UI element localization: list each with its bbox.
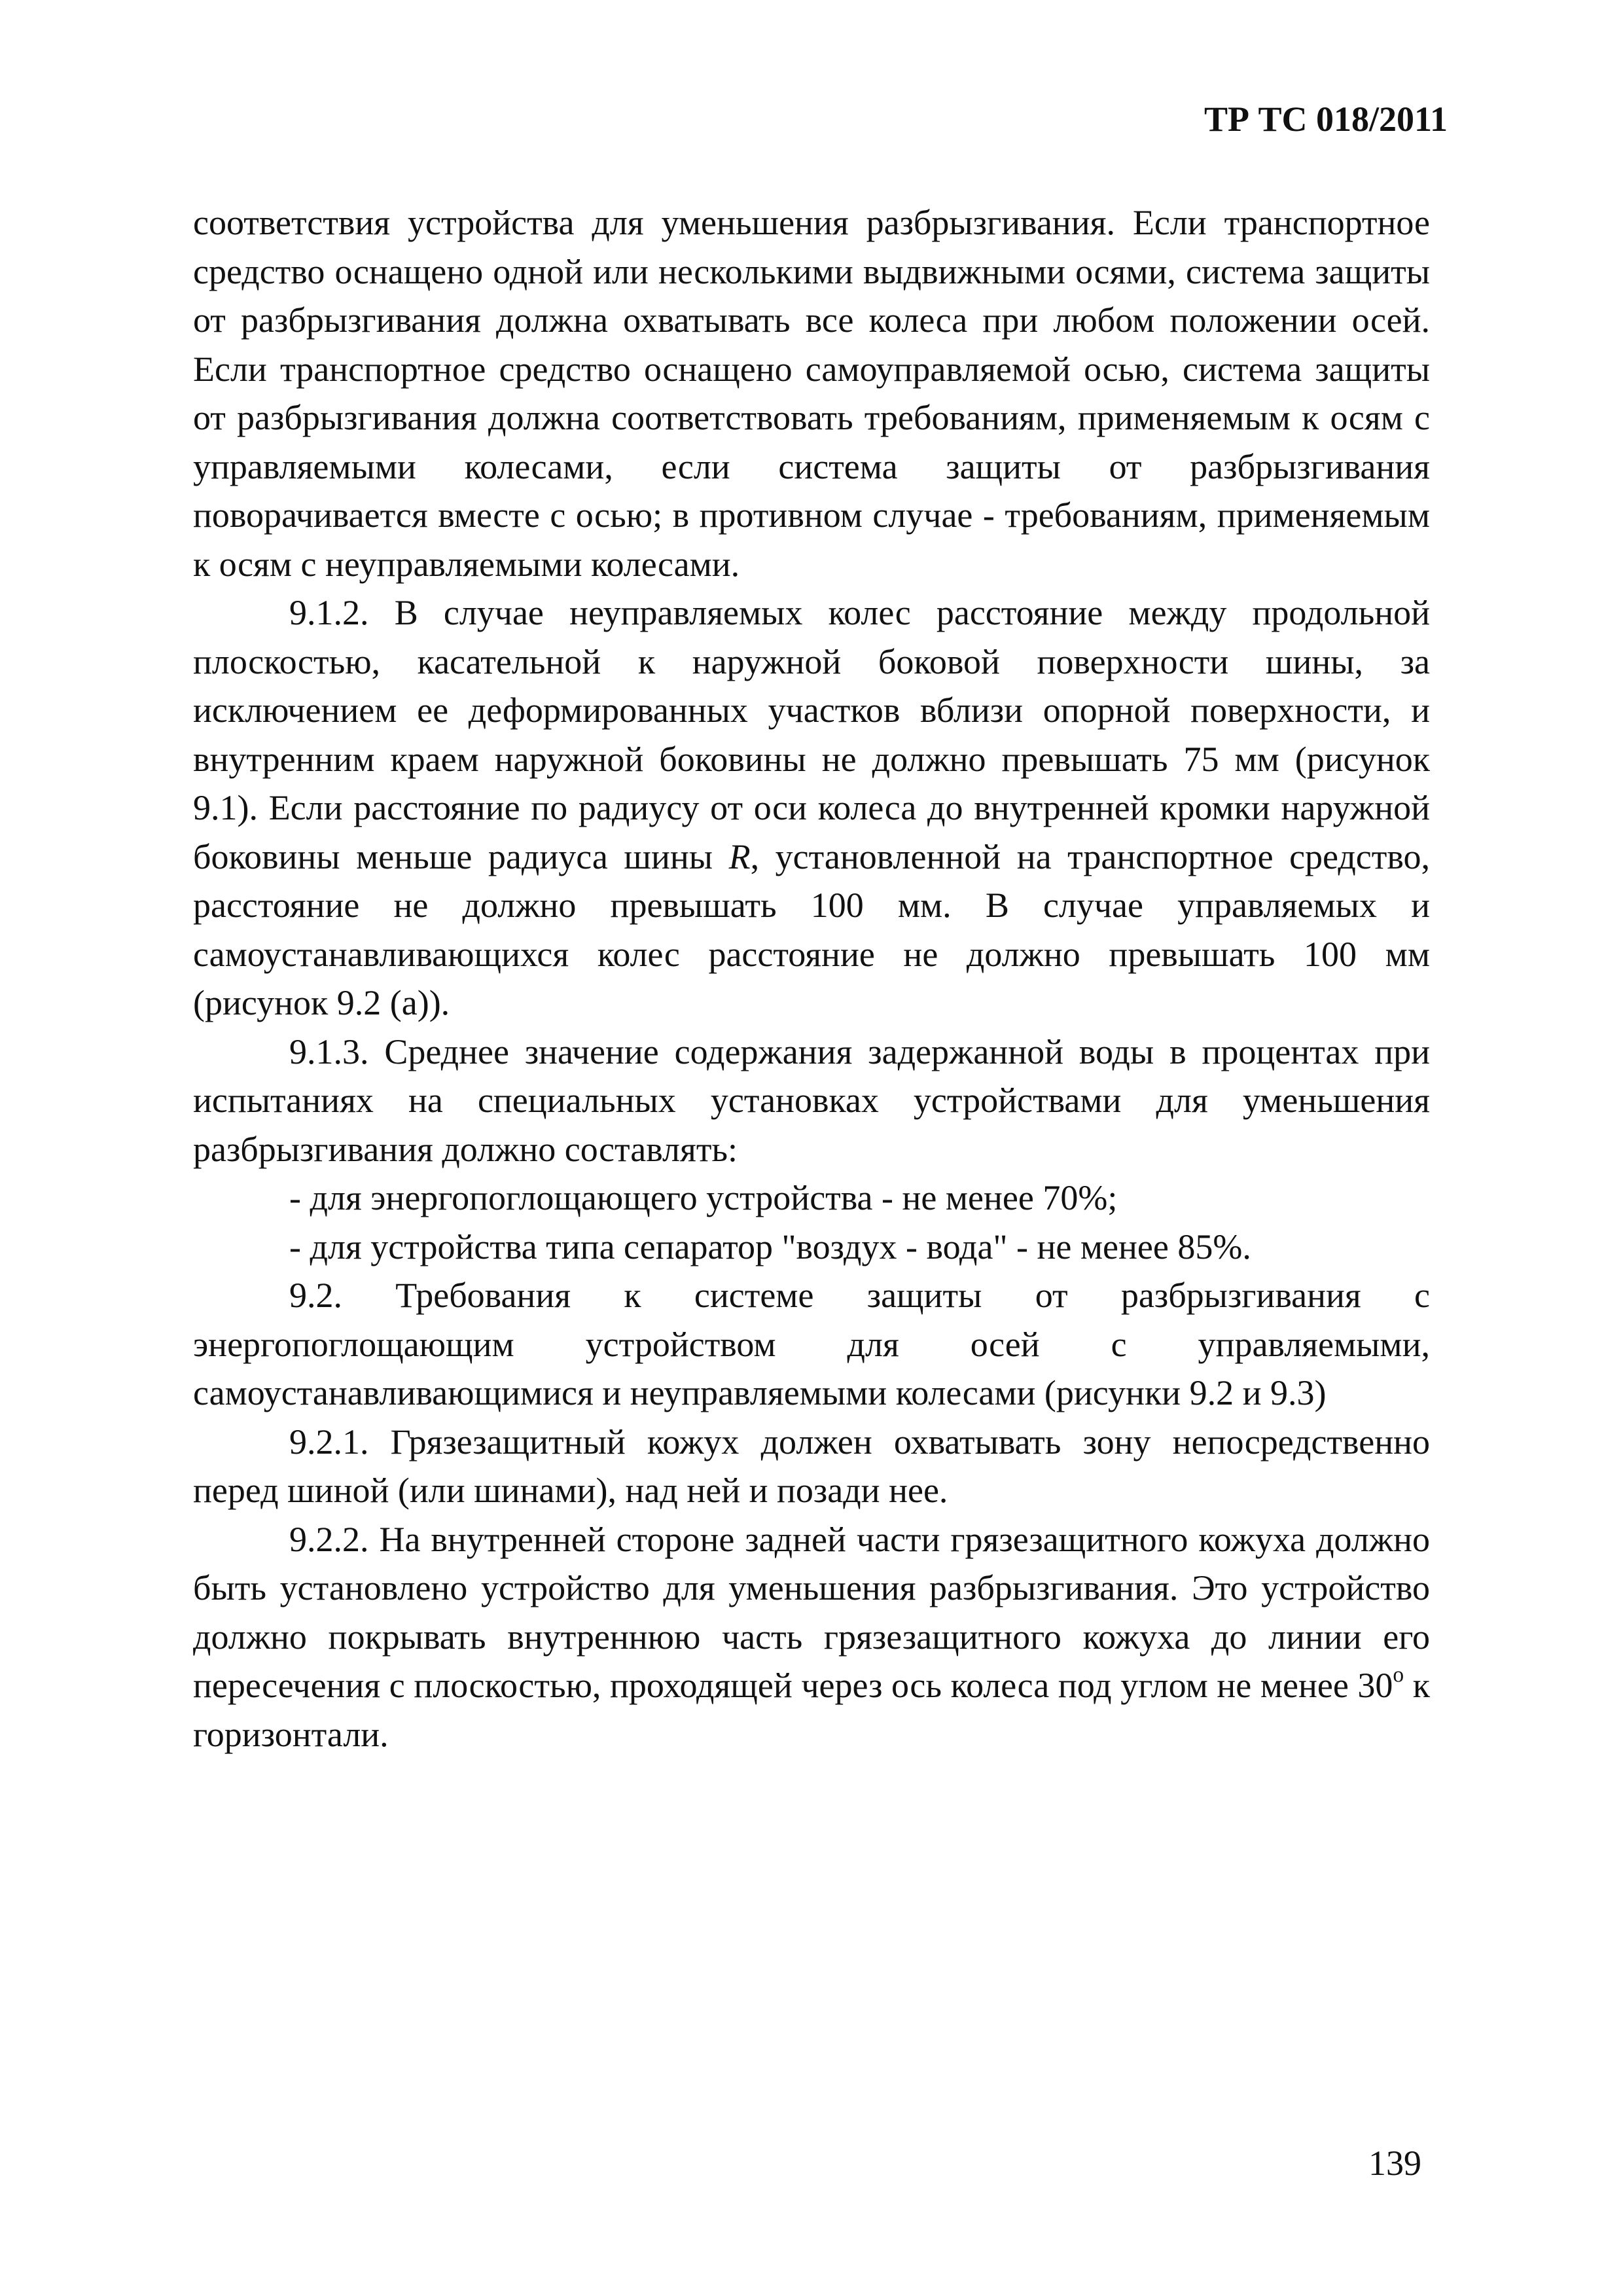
page-number: 139: [1368, 2144, 1421, 2183]
paragraph-9-1-3: 9.1.3. Среднее значение содержания задержанной воды в процентах при испытаниях на специальных установках устройствами для уменьшения разбрызгивания должно составлять:: [193, 1031, 1430, 1169]
paragraph-9-2-2-text-a: 9.2.2. На внутренней стороне задней части грязезащитного кожуха должно быть установлено устройство для уменьшения разбрызгивания. Это устройство должно покрывать внутреннюю часть грязезащитного кожуха до линии его пересечения с плоскостью, проходящей через ось колеса под углом не менее 30: [193, 1519, 1430, 1705]
paragraph-9-2-2: [193, 1515, 1430, 1759]
paragraph-9-1-2: [193, 588, 1430, 1028]
degree-superscript: o: [1393, 1662, 1404, 1687]
paragraph-9-1-2-text-b: , установленной на транспортное средство, расстояние не должно превышать 100 мм. В случае управляемых и самоустанавливающихся колес расстояние не должно превышать 100 мм (рисунок 9.2 (а)).: [193, 836, 1430, 1022]
paragraph-9-1-2-text-a: 9.1.2. В случае неуправляемых колес расстояние между продольной плоскостью, касательной к наружной боковой поверхности шины, за исключением ее деформированных участков вблизи опорной поверхности, и внутренним краем наружной боковины не должно превышать 75 мм (рисунок 9.1). Если расстояние по радиусу от оси колеса до внутренней кромки наружной боковины меньше радиуса шины: [193, 593, 1430, 876]
document-body: [193, 198, 1430, 1759]
radius-symbol: R: [728, 836, 751, 876]
paragraph-9-2-1: 9.2.1. Грязезащитный кожух должен охватывать зону непосредственно перед шиной (или шинами), над ней и позади нее.: [193, 1422, 1430, 1510]
paragraph-continuation: соответствия устройства для уменьшения разбрызгивания. Если транспортное средство оснащено одной или несколькими выдвижными осями, система защиты от разбрызгивания должна охватывать все колеса при любом положении осей. Если транспортное средство оснащено самоуправляемой осью, система защиты от разбрызгивания должна соответствовать требованиям, применяемым к осям с управляемыми колесами, если система защиты от разбрызгивания поворачивается вместе с осью; в противном случае - требованиям, применяемым к осям с неуправляемыми колесами.: [193, 203, 1430, 584]
document-code-header: ТР ТС 018/2011: [1204, 99, 1448, 139]
paragraph-9-2: 9.2. Требования к системе защиты от разбрызгивания с энергопоглощающим устройством для осей с управляемыми, самоустанавливающимися и неуправляемыми колесами (рисунки 9.2 и 9.3): [193, 1276, 1430, 1412]
paragraph-9-2-2-text-b: к горизонтали.: [193, 1666, 1430, 1754]
list-item-air-water-separator: - для устройства типа сепаратор "воздух - вода" - не менее 85%.: [289, 1227, 1251, 1266]
list-item-energy-absorbing: - для энергопоглощающего устройства - не менее 70%;: [289, 1178, 1118, 1217]
